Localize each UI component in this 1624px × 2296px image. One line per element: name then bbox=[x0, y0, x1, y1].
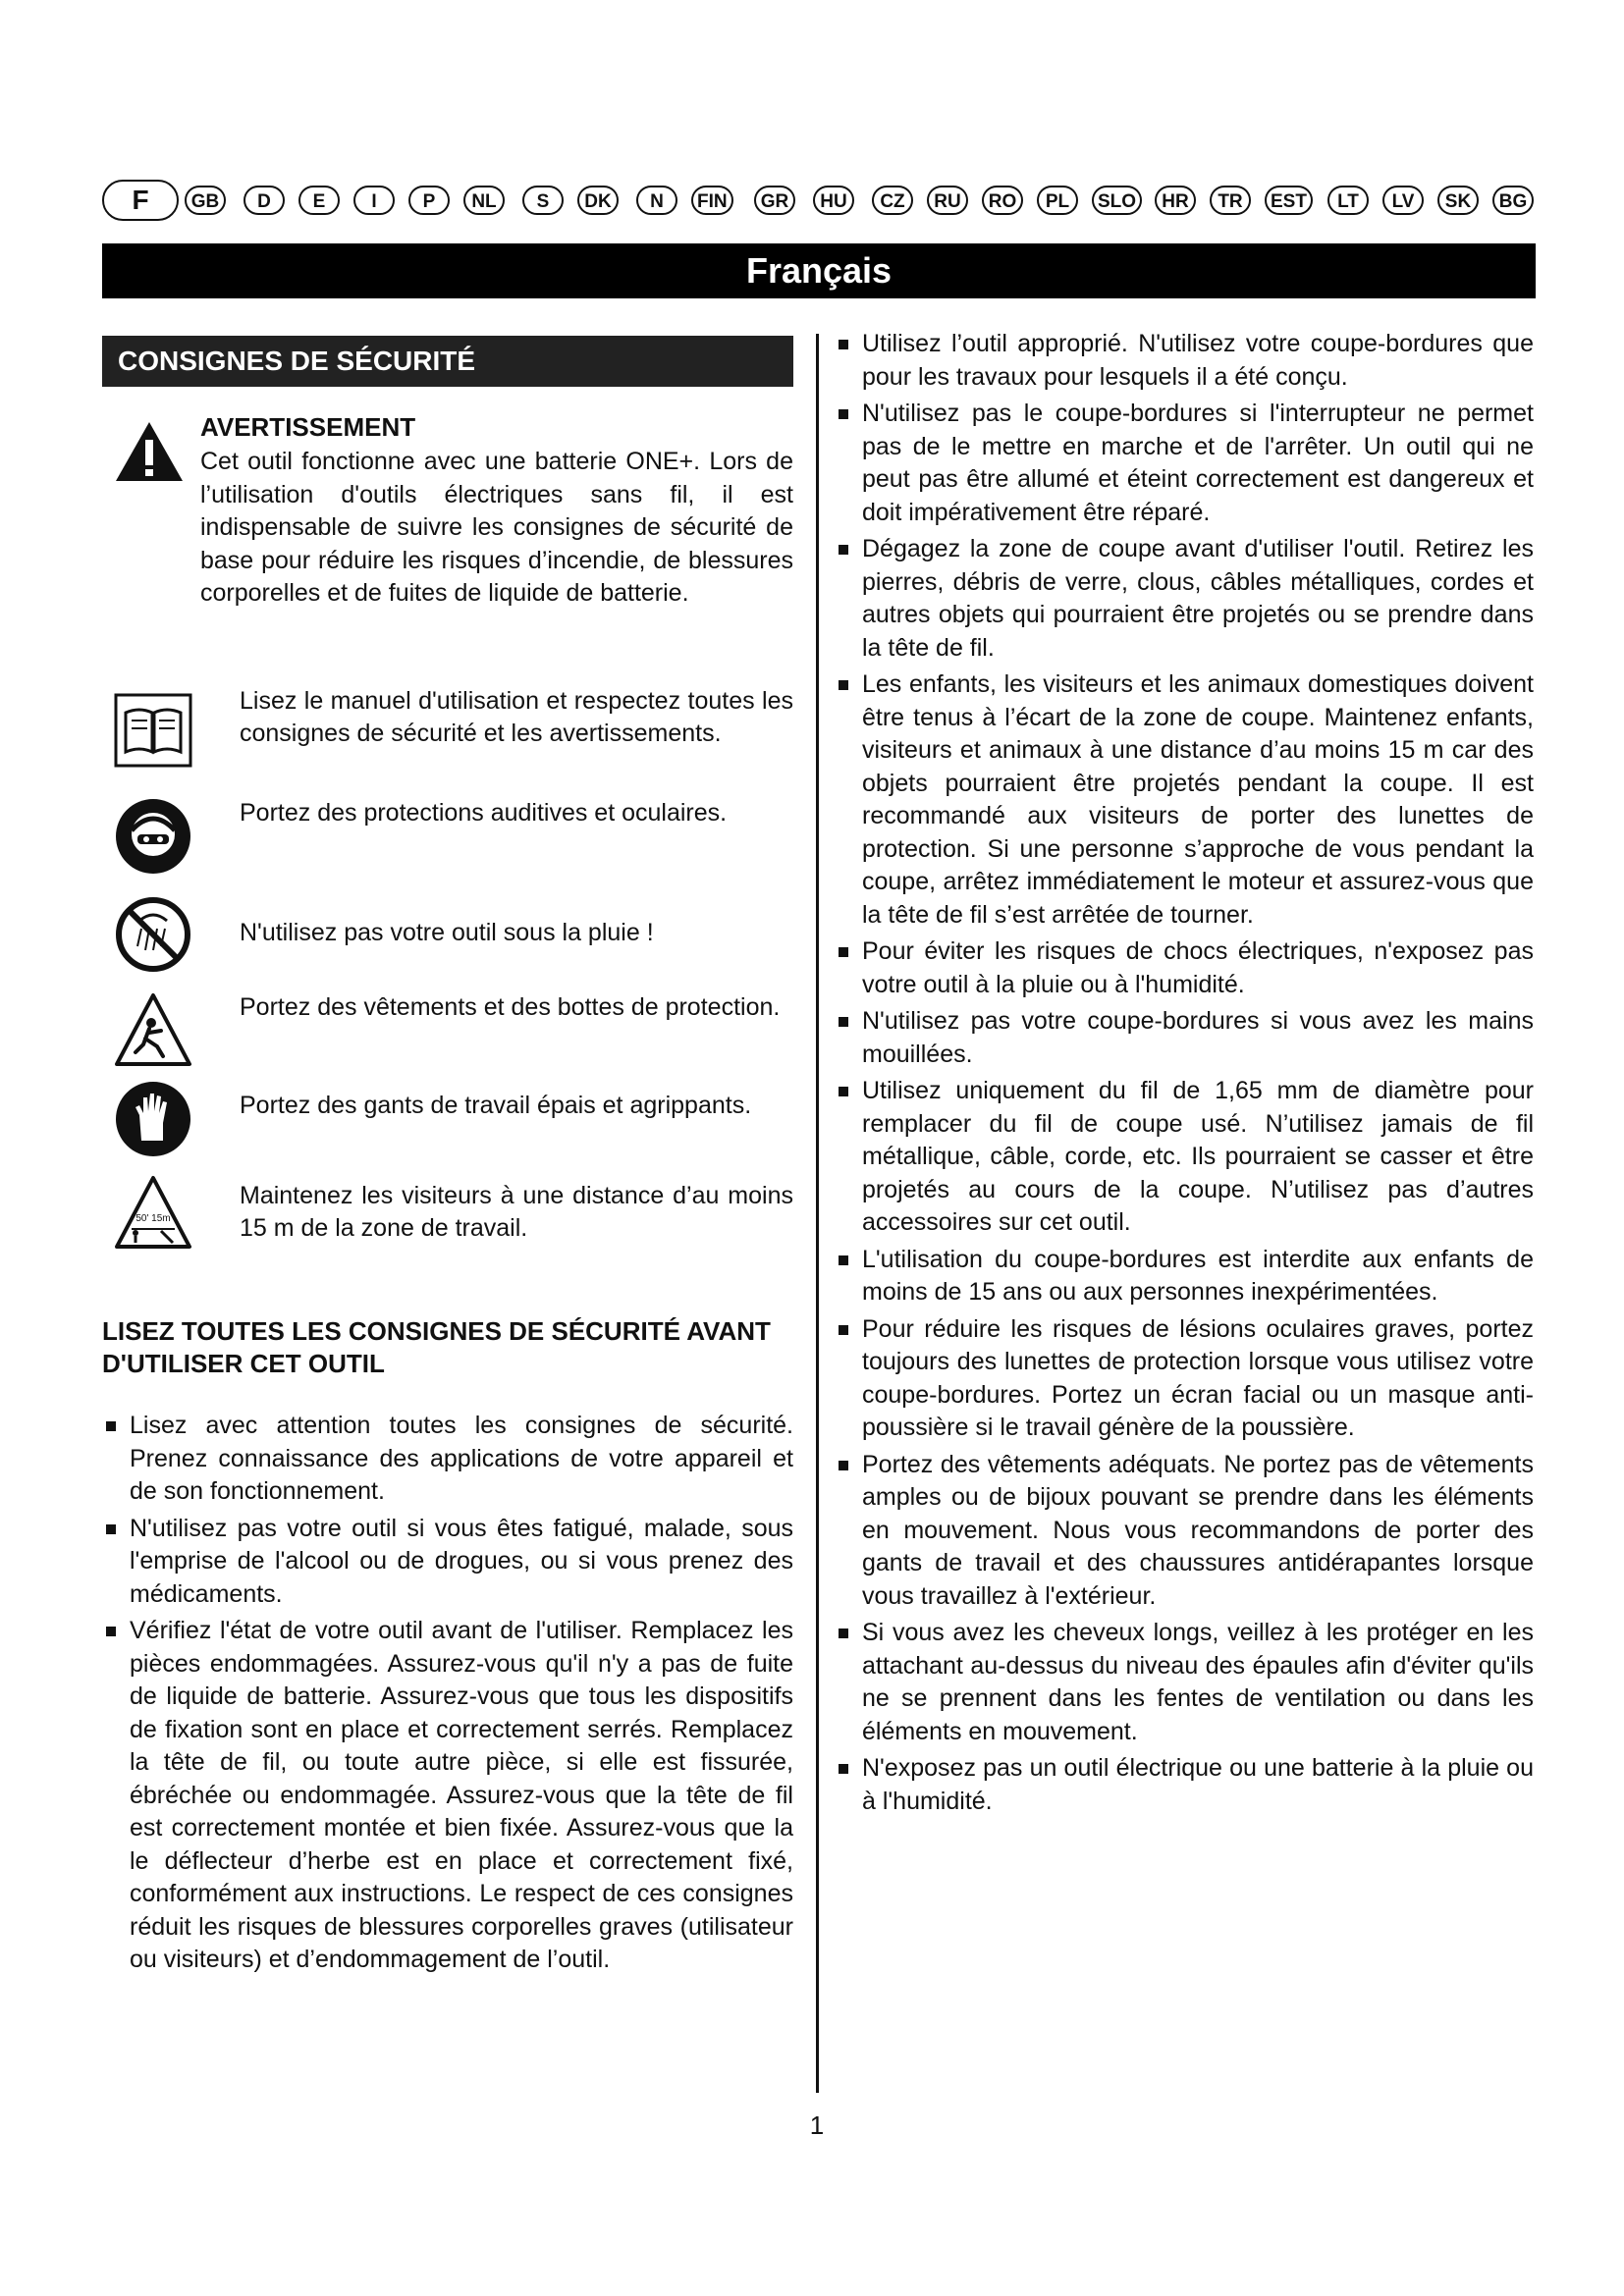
list-item: Les enfants, les visiteurs et les animaux domestiques doivent être tenus à l’écart de la zone de coupe. Maintenez enfants, visiteurs et animaux à une distance d’au moins 15 m car des objets pourraient être projetés pendant la coupe. Il est recommandé aux visiteurs de porter des lunettes de protection. Si une personne s’approche de vous pendant la coupe, arrêtez immédiatement le moteur et assurez-vous que la tête de fil s’est arrêtée de tourner. bbox=[835, 668, 1534, 932]
language-tab-f[interactable]: F bbox=[102, 180, 179, 221]
language-tab-bg[interactable]: BG bbox=[1492, 186, 1534, 215]
language-tab-hr[interactable]: HR bbox=[1155, 186, 1196, 215]
symbol-text-distance: Maintenez les visiteurs à une distance d’au moins 15 m de la zone de travail. bbox=[240, 1182, 793, 1242]
right-bullet-list bbox=[835, 328, 1534, 1822]
language-tab-tr[interactable]: TR bbox=[1210, 186, 1251, 215]
language-tab-i[interactable]: I bbox=[353, 186, 395, 215]
language-tab-cz[interactable]: CZ bbox=[872, 186, 913, 215]
language-tab-n[interactable]: N bbox=[636, 186, 677, 215]
read-manual-icon bbox=[114, 691, 192, 770]
language-tab-ro[interactable]: RO bbox=[982, 186, 1023, 215]
language-tab-gb[interactable]: GB bbox=[185, 186, 226, 215]
warning-triangle-icon bbox=[114, 420, 185, 483]
language-tab-s[interactable]: S bbox=[522, 186, 564, 215]
language-tab-sk[interactable]: SK bbox=[1437, 186, 1479, 215]
language-tab-nl[interactable]: NL bbox=[463, 186, 505, 215]
language-tab-ru[interactable]: RU bbox=[927, 186, 968, 215]
language-tab-d[interactable]: D bbox=[244, 186, 285, 215]
symbol-text-no-rain: N'utilisez pas votre outil sous la pluie ! bbox=[240, 919, 654, 946]
list-item: N'utilisez pas votre coupe-bordures si vous avez les mains mouillées. bbox=[835, 1005, 1534, 1071]
gloves-icon bbox=[114, 1080, 192, 1158]
language-tab-gr[interactable]: GR bbox=[754, 186, 795, 215]
list-item: L'utilisation du coupe-bordures est interdite aux enfants de moins de 15 ans ou aux personnes inexpérimentées. bbox=[835, 1244, 1534, 1309]
warning-text: Cet outil fonctionne avec une batterie ONE+. Lors de l’utilisation d'outils électriques sans fil, il est indispensable de suivre les consignes de sécurité de base pour réduire les risques d’incendie, de blessures corporelles et de fuites de liquide de batterie. bbox=[200, 448, 793, 607]
language-tab-e[interactable]: E bbox=[298, 186, 340, 215]
symbol-text-ear-eye: Portez des protections auditives et oculaires. bbox=[240, 799, 728, 827]
list-item: Vérifiez l'état de votre outil avant de l'utiliser. Remplacez les pièces endommagées. Assurez-vous qu'il n'y a pas de fuite de liquide de batterie. Assurez-vous que tous les dispositifs de fixation sont en place et correctement serrés. Remplacez la tête de fil, ou toute autre pièce, si elle est fissurée, ébréchée ou endommagée. Assurez-vous que la tête de fil est correctement montée et bien fixée. Assurez-vous que la le déflecteur d’herbe est en place et correctement fixé, conformément aux instructions. Le respect de ces consignes réduit les risques de blessures corporelles graves (utilisateur ou visiteurs) et d’endommagement de l’outil. bbox=[102, 1615, 793, 1977]
language-tab-est[interactable]: EST bbox=[1265, 186, 1313, 215]
list-item: N'exposez pas un outil électrique ou une batterie à la pluie ou à l'humidité. bbox=[835, 1752, 1534, 1818]
language-tab-hu[interactable]: HU bbox=[813, 186, 854, 215]
keep-distance-icon bbox=[114, 1174, 192, 1253]
language-title-bar: Français bbox=[102, 243, 1536, 298]
language-tab-dk[interactable]: DK bbox=[577, 186, 619, 215]
no-rain-icon bbox=[114, 895, 192, 974]
language-tab-p[interactable]: P bbox=[408, 186, 450, 215]
symbol-text-manual: Lisez le manuel d'utilisation et respectez toutes les consignes de sécurité et les avertissements. bbox=[240, 687, 793, 747]
warning-title: AVERTISSEMENT bbox=[200, 412, 416, 442]
language-tab-slo[interactable]: SLO bbox=[1092, 186, 1142, 215]
list-item: Portez des vêtements adéquats. Ne portez pas de vêtements amples ou de bijoux pouvant se prendre dans les éléments en mouvement. Nous vous recommandons de porter des gants de travail et des chaussures antidérapantes lorsque vous travaillez à l'extérieur. bbox=[835, 1449, 1534, 1614]
protective-clothing-icon bbox=[114, 991, 192, 1070]
svg-text:50' 15m: 50' 15m bbox=[135, 1213, 171, 1224]
list-item: Utilisez l’outil approprié. N'utilisez votre coupe-bordures que pour les travaux pour lesquels il a été conçu. bbox=[835, 328, 1534, 394]
list-item: Si vous avez les cheveux longs, veillez à les protéger en les attachant au-dessus du niveau des épaules afin d'éviter qu'ils ne se prennent dans les fentes de ventilation ou dans les éléments en mouvement. bbox=[835, 1617, 1534, 1748]
symbol-text-gloves: Portez des gants de travail épais et agrippants. bbox=[240, 1092, 752, 1119]
language-tab-fin[interactable]: FIN bbox=[691, 186, 733, 215]
list-item: Pour éviter les risques de chocs électriques, n'exposez pas votre outil à la pluie ou à l'humidité. bbox=[835, 935, 1534, 1001]
language-tab-pl[interactable]: PL bbox=[1037, 186, 1078, 215]
left-bullet-list bbox=[102, 1410, 793, 1981]
column-divider bbox=[816, 334, 819, 2093]
list-item: Lisez avec attention toutes les consignes de sécurité. Prenez connaissance des applications de votre appareil et de son fonctionnement. bbox=[102, 1410, 793, 1509]
list-item: N'utilisez pas le coupe-bordures si l'interrupteur ne permet pas de le mettre en marche et de l'arrêter. Un outil qui ne peut pas être allumé et éteint correctement est dangereux et doit impérativement être réparé. bbox=[835, 398, 1534, 529]
read-all-heading: LISEZ TOUTES LES CONSIGNES DE SÉCURITÉ AVANT D'UTILISER CET OUTIL bbox=[102, 1316, 771, 1378]
list-item: Utilisez uniquement du fil de 1,65 mm de diamètre pour remplacer du fil de coupe usé. N’utilisez jamais de fil métallique, câble, corde, etc. Ils pourraient se casser et être projetés au cours de la coupe. N’utilisez pas d’autres accessoires sur cet outil. bbox=[835, 1075, 1534, 1240]
list-item: N'utilisez pas votre outil si vous êtes fatigué, malade, sous l'emprise de l'alcool ou de drogues, ou si vous prenez des médicaments. bbox=[102, 1513, 793, 1612]
section-title: CONSIGNES DE SÉCURITÉ bbox=[102, 336, 793, 387]
ear-eye-protection-icon bbox=[114, 797, 192, 876]
language-tabs bbox=[102, 180, 1536, 223]
language-tab-lt[interactable]: LT bbox=[1327, 186, 1369, 215]
page-number: 1 bbox=[809, 2110, 825, 2140]
symbol-text-clothing: Portez des vêtements et des bottes de protection. bbox=[240, 993, 781, 1021]
list-item: Pour réduire les risques de lésions oculaires graves, portez toujours des lunettes de protection lorsque vous utilisez votre coupe-bordures. Portez un écran facial ou un masque anti-poussière si le travail génère de la poussière. bbox=[835, 1313, 1534, 1445]
list-item: Dégagez la zone de coupe avant d'utiliser l'outil. Retirez les pierres, débris de verre, clous, câbles métalliques, cordes et autres objets qui pourraient être projetés ou se prendre dans la tête de fil. bbox=[835, 533, 1534, 665]
language-tab-lv[interactable]: LV bbox=[1382, 186, 1424, 215]
